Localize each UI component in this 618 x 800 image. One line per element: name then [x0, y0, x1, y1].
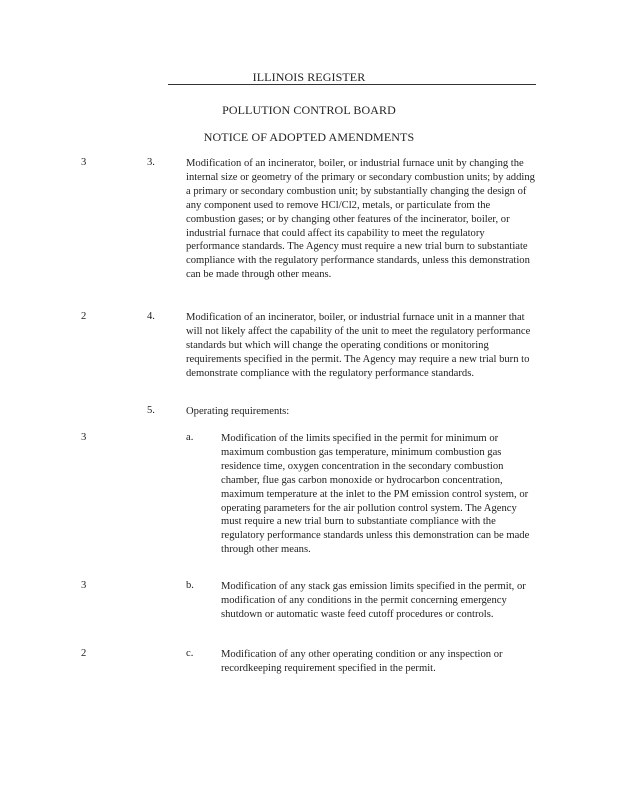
item-label: 5. — [147, 405, 155, 416]
item-text: Operating requirements: — [186, 406, 290, 417]
class-number: 2 — [81, 648, 87, 659]
register-title: ILLINOIS REGISTER — [252, 70, 366, 84]
class-number: 3 — [81, 157, 87, 168]
board-title: POLLUTION CONTROL BOARD — [222, 103, 396, 117]
subitem-label: c. — [186, 648, 194, 659]
item-text: Modification of an incinerator, boiler, or industrial furnace unit by changing the internal size or geometry of the primary or secondary combustion units; by adding a primary or secondary combustion unit; by substantially changing the design of any component used to remove HCl/Cl2, metals, or particulate from the combustion gases; or by changing other features of the incinerator, boiler, or industrial furnace that could affect its capability to meet the regulatory performance standards. The Agency must require a new trial burn to substantiate compliance with the regulatory performance standards, unless this demonstration can be made through other means. — [186, 158, 535, 281]
class-number: 2 — [81, 311, 87, 322]
subitem-text: Modification of the limits specified in the permit for minimum or maximum combustion gas temperature, minimum combustion gas residence time, oxygen concentration in the secondary combustion chamber, flue gas carbon monoxide or hydrocarbon concentration, maximum temperature at the inlet to the PM emission control system, or operating parameters for the air pollution control system. The Agency must require a new trial burn to substantiate compliance with the regulatory performance standards unless this demonstration can be made through other means. — [221, 433, 530, 556]
subitem-text: Modification of any stack gas emission limits specified in the permit, or modification of any conditions in the permit concerning emergency shutdown or automatic waste feed cutoff procedures or controls. — [221, 581, 526, 620]
subitem-label: a. — [186, 432, 194, 443]
notice-title: NOTICE OF ADOPTED AMENDMENTS — [203, 130, 415, 144]
subitem-label: b. — [186, 580, 194, 591]
class-number: 3 — [81, 432, 87, 443]
item-label: 3. — [147, 157, 155, 168]
subitem-text: Modification of any other operating condition or any inspection or recordkeeping requirement specified in the permit. — [221, 649, 503, 674]
item-label: 4. — [147, 311, 155, 322]
header-rule — [168, 84, 536, 85]
class-number: 3 — [81, 580, 87, 591]
item-text: Modification of an incinerator, boiler, or industrial furnace unit in a manner that will not likely affect the capability of the unit to meet the regulatory performance standards but which will change the operating conditions or monitoring requirements specified in the permit. The Agency may require a new trial burn to demonstrate compliance with the regulatory performance standards. — [186, 312, 531, 379]
